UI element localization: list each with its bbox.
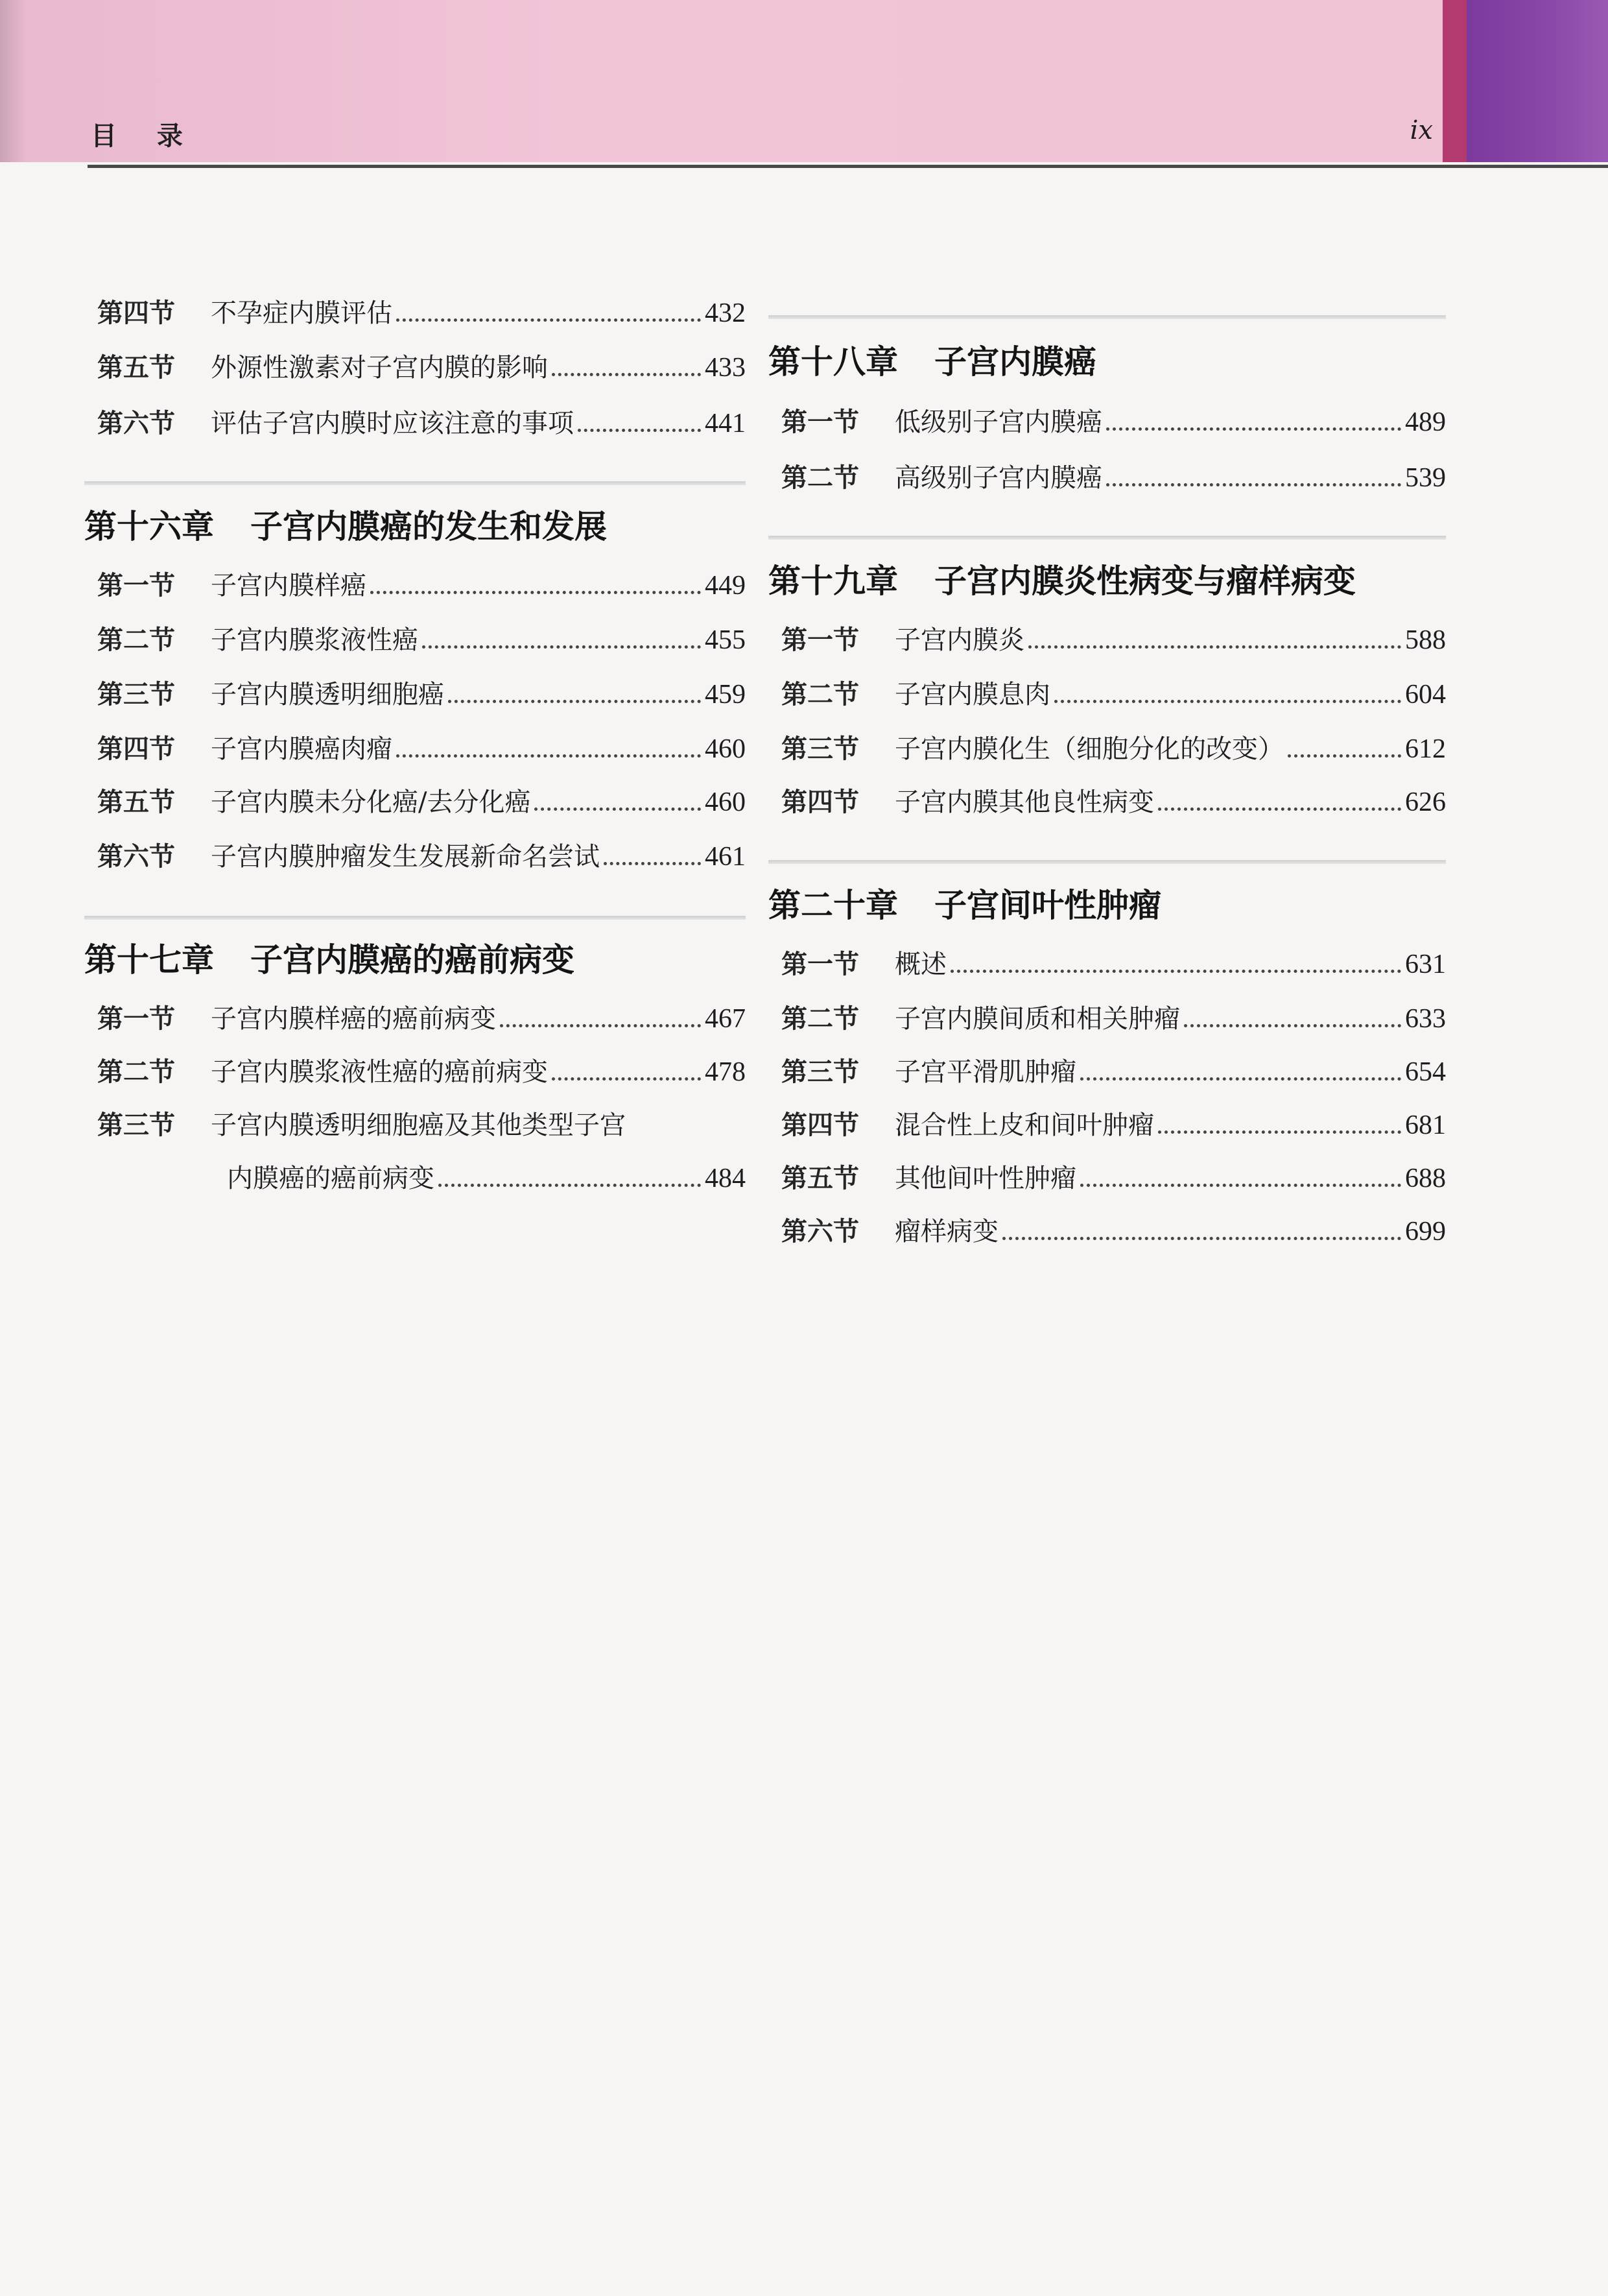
page-ref: 449 xyxy=(705,571,746,601)
toc-entry[interactable] xyxy=(781,943,1446,982)
section-number: 第一节 xyxy=(97,1003,175,1034)
dot-leader xyxy=(1158,807,1401,811)
toc-entry[interactable] xyxy=(781,457,1446,496)
dot-leader xyxy=(422,645,701,649)
chapter-heading[interactable] xyxy=(768,555,1446,602)
dot-leader xyxy=(1106,483,1401,486)
page-ref: 631 xyxy=(1405,950,1446,979)
chapter-rule xyxy=(768,536,1446,540)
dot-leader xyxy=(396,754,701,758)
toc-entry[interactable] xyxy=(781,401,1446,440)
chapter-title: 子宫内膜癌的癌前病变 xyxy=(250,940,574,979)
section-title: 子宫内膜透明细胞癌及其他类型子宫 xyxy=(211,1110,626,1140)
dot-leader xyxy=(604,862,701,865)
section-title: 其他间叶性肿瘤 xyxy=(895,1164,1076,1193)
section-title: 子宫内膜其他良性病变 xyxy=(895,787,1154,817)
section-title: 外源性激素对子宫内膜的影响 xyxy=(211,353,548,383)
section-title: 不孕症内膜评估 xyxy=(211,298,392,328)
section-number: 第二节 xyxy=(781,462,859,493)
section-number: 第一节 xyxy=(781,949,859,979)
page-ref: 626 xyxy=(1405,787,1446,817)
page-ref: 460 xyxy=(705,787,746,817)
chapter-heading[interactable] xyxy=(84,501,746,547)
dot-leader xyxy=(1184,1024,1401,1027)
dot-leader xyxy=(552,373,701,376)
chapter-heading[interactable] xyxy=(768,336,1446,383)
dot-leader xyxy=(1054,700,1401,703)
toc-entry[interactable] xyxy=(97,1104,746,1143)
dot-leader xyxy=(500,1024,701,1027)
section-number: 第六节 xyxy=(97,408,175,438)
dot-leader xyxy=(1288,754,1401,758)
section-title: 子宫内膜化生（细胞分化的改变） xyxy=(895,734,1284,764)
page-ref: 681 xyxy=(1405,1110,1446,1140)
chapter-number: 第二十章 xyxy=(768,886,898,924)
section-number: 第五节 xyxy=(97,787,175,817)
chapter-heading[interactable] xyxy=(768,879,1446,926)
dot-leader xyxy=(534,807,701,811)
chapter-title: 子宫内膜癌 xyxy=(934,342,1096,381)
section-title: 子宫内膜息肉 xyxy=(895,680,1050,710)
toc-entry[interactable] xyxy=(97,835,746,874)
dot-leader xyxy=(1080,1184,1401,1187)
dot-leader xyxy=(552,1077,701,1081)
toc-entry[interactable] xyxy=(781,1157,1446,1196)
section-title: 子宫内膜炎 xyxy=(895,625,1024,655)
chapter-title: 子宫内膜癌的发生和发展 xyxy=(250,507,607,545)
section-number: 第二节 xyxy=(781,679,859,710)
page-ref: 478 xyxy=(705,1057,746,1087)
toc-entry[interactable] xyxy=(97,402,746,441)
section-title: 低级别子宫内膜癌 xyxy=(895,407,1102,437)
header-rule xyxy=(88,165,1608,168)
section-title: 评估子宫内膜时应该注意的事项 xyxy=(211,409,574,438)
header-band xyxy=(0,0,1446,162)
running-title: 目 录 xyxy=(91,121,198,151)
page-ref: 654 xyxy=(1405,1057,1446,1087)
section-number: 第六节 xyxy=(781,1216,859,1247)
chapter-title: 子宫内膜炎性病变与瘤样病变 xyxy=(934,562,1356,600)
page-number: ix xyxy=(1410,115,1433,145)
section-title: 瘤样病变 xyxy=(895,1217,999,1247)
dot-leader xyxy=(578,429,701,432)
dot-leader xyxy=(370,591,701,594)
page-ref: 489 xyxy=(1405,407,1446,437)
section-number: 第三节 xyxy=(781,734,859,764)
dot-leader xyxy=(1028,645,1401,649)
page-ref: 459 xyxy=(705,680,746,710)
chapter-number: 第十九章 xyxy=(768,562,898,600)
toc-entry[interactable] xyxy=(781,1104,1446,1143)
page-ref: 484 xyxy=(705,1164,746,1193)
dot-leader xyxy=(448,700,701,703)
section-title: 子宫内膜肿瘤发生发展新命名尝试 xyxy=(211,842,600,872)
section-number: 第五节 xyxy=(97,352,175,383)
section-number: 第一节 xyxy=(781,407,859,437)
section-title: 子宫内膜未分化癌/去分化癌 xyxy=(211,787,531,817)
page-ref: 604 xyxy=(1405,680,1446,710)
page-ref: 432 xyxy=(705,298,746,328)
header-accent-stripe xyxy=(1443,0,1469,162)
toc-entry[interactable] xyxy=(781,673,1446,712)
section-title: 子宫内膜样癌 xyxy=(211,571,366,601)
page-ref: 633 xyxy=(1405,1004,1446,1034)
section-number: 第三节 xyxy=(97,679,175,710)
chapter-number: 第十七章 xyxy=(84,940,214,979)
toc-entry[interactable] xyxy=(781,1210,1446,1249)
toc-entry[interactable] xyxy=(781,1051,1446,1090)
toc-entry[interactable] xyxy=(97,1051,746,1090)
section-number: 第一节 xyxy=(97,570,175,601)
chapter-heading[interactable] xyxy=(84,934,746,981)
section-number: 第二节 xyxy=(97,625,175,655)
page-ref: 699 xyxy=(1405,1217,1446,1247)
page-ref: 455 xyxy=(705,625,746,655)
chapter-title: 子宫间叶性肿瘤 xyxy=(934,886,1161,924)
page-ref: 539 xyxy=(1405,463,1446,493)
section-title: 子宫内膜透明细胞癌 xyxy=(211,680,444,710)
toc-entry[interactable] xyxy=(97,619,746,658)
page-ref: 441 xyxy=(705,409,746,438)
section-title: 混合性上皮和间叶肿瘤 xyxy=(895,1110,1154,1140)
toc-entry[interactable] xyxy=(97,292,746,331)
chapter-number: 第十六章 xyxy=(84,507,214,545)
section-title: 高级别子宫内膜癌 xyxy=(895,463,1102,493)
page-ref: 461 xyxy=(705,842,746,872)
page-ref: 433 xyxy=(705,353,746,383)
toc-entry-continuation[interactable] xyxy=(97,1157,746,1196)
toc-entry[interactable] xyxy=(781,728,1446,767)
section-number: 第五节 xyxy=(781,1163,859,1193)
toc-entry[interactable] xyxy=(781,781,1446,820)
dot-leader xyxy=(1158,1130,1401,1134)
section-number: 第四节 xyxy=(97,734,175,764)
header-purple-tab xyxy=(1467,0,1608,162)
chapter-rule xyxy=(84,481,746,485)
toc-entry[interactable] xyxy=(97,728,746,767)
section-number: 第四节 xyxy=(97,298,175,328)
page-ref: 688 xyxy=(1405,1164,1446,1193)
section-title: 子宫内膜浆液性癌 xyxy=(211,625,418,655)
section-title: 子宫内膜样癌的癌前病变 xyxy=(211,1004,496,1034)
toc-entry[interactable] xyxy=(97,346,746,385)
section-title: 子宫内膜癌肉瘤 xyxy=(211,734,392,764)
section-number: 第三节 xyxy=(97,1110,175,1140)
section-title: 子宫内膜间质和相关肿瘤 xyxy=(895,1004,1180,1034)
toc-entry[interactable] xyxy=(97,564,746,603)
section-title: 子宫内膜浆液性癌的癌前病变 xyxy=(211,1057,548,1087)
chapter-rule xyxy=(768,860,1446,864)
section-number: 第三节 xyxy=(781,1057,859,1087)
dot-leader xyxy=(396,318,701,322)
toc-entry[interactable] xyxy=(97,673,746,712)
header-shade xyxy=(0,0,26,162)
section-title: 子宫平滑肌肿瘤 xyxy=(895,1057,1076,1087)
dot-leader xyxy=(1002,1237,1401,1240)
section-number: 第二节 xyxy=(781,1003,859,1034)
section-title-continuation: 内膜癌的癌前病变 xyxy=(227,1164,434,1193)
section-number: 第六节 xyxy=(97,841,175,872)
section-title: 概述 xyxy=(895,950,947,979)
dot-leader xyxy=(438,1184,701,1187)
page-ref: 612 xyxy=(1405,734,1446,764)
page-ref: 588 xyxy=(1405,625,1446,655)
dot-leader xyxy=(951,970,1401,973)
section-number: 第一节 xyxy=(781,625,859,655)
toc-entry[interactable] xyxy=(781,619,1446,658)
page-ref: 467 xyxy=(705,1004,746,1034)
page-ref: 460 xyxy=(705,734,746,764)
chapter-rule xyxy=(768,315,1446,319)
chapter-rule xyxy=(84,916,746,920)
section-number: 第四节 xyxy=(781,787,859,817)
section-number: 第四节 xyxy=(781,1110,859,1140)
toc-entry[interactable] xyxy=(781,998,1446,1036)
toc-entry[interactable] xyxy=(97,781,746,820)
dot-leader xyxy=(1106,427,1401,431)
toc-entry[interactable] xyxy=(97,998,746,1036)
dot-leader xyxy=(1080,1077,1401,1081)
chapter-number: 第十八章 xyxy=(768,342,898,381)
section-number: 第二节 xyxy=(97,1057,175,1087)
